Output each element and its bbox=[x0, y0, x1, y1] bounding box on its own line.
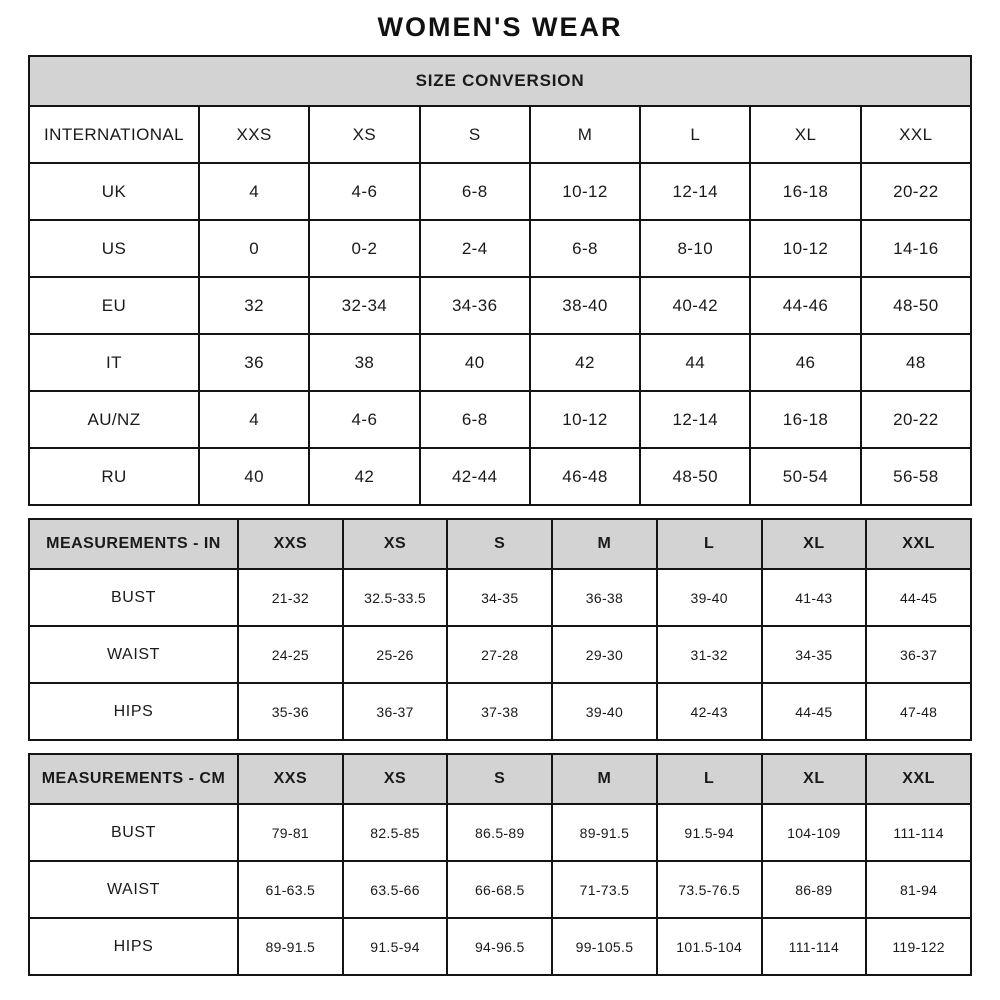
column-header-international: INTERNATIONAL bbox=[29, 106, 199, 163]
row-aunz bbox=[29, 391, 971, 448]
size-conversion-header-row bbox=[29, 106, 971, 163]
table-cell: 42 bbox=[309, 448, 419, 505]
row-label: BUST bbox=[29, 804, 238, 861]
table-cell: 21-32 bbox=[238, 569, 343, 626]
table-cell: 79-81 bbox=[238, 804, 343, 861]
table-cell: 25-26 bbox=[343, 626, 448, 683]
table-cell: 4-6 bbox=[309, 163, 419, 220]
row-label: WAIST bbox=[29, 626, 238, 683]
table-cell: 36-37 bbox=[866, 626, 971, 683]
column-header-xl: XL bbox=[762, 519, 867, 569]
table-cell: 42 bbox=[530, 334, 640, 391]
row-label: HIPS bbox=[29, 683, 238, 740]
size-conversion-title-row bbox=[29, 56, 971, 106]
table-cell: 73.5-76.5 bbox=[657, 861, 762, 918]
table-cell: 82.5-85 bbox=[343, 804, 448, 861]
row-waist-cm bbox=[29, 861, 971, 918]
table-cell: 111-114 bbox=[866, 804, 971, 861]
table-cell: 44-45 bbox=[866, 569, 971, 626]
table-cell: 36-37 bbox=[343, 683, 448, 740]
table-cell: 89-91.5 bbox=[238, 918, 343, 975]
column-header-xxl: XXL bbox=[861, 106, 971, 163]
table-cell: 46-48 bbox=[530, 448, 640, 505]
column-header-m: M bbox=[530, 106, 640, 163]
table-cell: 36-38 bbox=[552, 569, 657, 626]
measurements-in-table-title: MEASUREMENTS - IN bbox=[29, 519, 238, 569]
table-cell: 32.5-33.5 bbox=[343, 569, 448, 626]
table-cell: 10-12 bbox=[530, 163, 640, 220]
table-cell: 91.5-94 bbox=[343, 918, 448, 975]
table-cell: 94-96.5 bbox=[447, 918, 552, 975]
table-cell: 40 bbox=[420, 334, 530, 391]
table-cell: 89-91.5 bbox=[552, 804, 657, 861]
table-cell: 16-18 bbox=[750, 163, 860, 220]
measurements-cm-table-title: MEASUREMENTS - CM bbox=[29, 754, 238, 804]
row-label: UK bbox=[29, 163, 199, 220]
table-cell: 4 bbox=[199, 391, 309, 448]
column-header-xs: XS bbox=[343, 519, 448, 569]
size-conversion-table-title: SIZE CONVERSION bbox=[29, 56, 971, 106]
row-uk bbox=[29, 163, 971, 220]
table-cell: 42-43 bbox=[657, 683, 762, 740]
row-bust-in bbox=[29, 569, 971, 626]
table-cell: 6-8 bbox=[420, 163, 530, 220]
column-header-l: L bbox=[640, 106, 750, 163]
table-cell: 99-105.5 bbox=[552, 918, 657, 975]
table-cell: 6-8 bbox=[420, 391, 530, 448]
table-cell: 10-12 bbox=[750, 220, 860, 277]
table-cell: 35-36 bbox=[238, 683, 343, 740]
table-cell: 44-46 bbox=[750, 277, 860, 334]
column-header-l: L bbox=[657, 519, 762, 569]
table-cell: 41-43 bbox=[762, 569, 867, 626]
table-cell: 48-50 bbox=[861, 277, 971, 334]
table-cell: 50-54 bbox=[750, 448, 860, 505]
row-label: AU/NZ bbox=[29, 391, 199, 448]
table-cell: 37-38 bbox=[447, 683, 552, 740]
table-cell: 12-14 bbox=[640, 163, 750, 220]
column-header-xl: XL bbox=[750, 106, 860, 163]
table-cell: 4 bbox=[199, 163, 309, 220]
table-cell: 16-18 bbox=[750, 391, 860, 448]
table-cell: 44 bbox=[640, 334, 750, 391]
measurements-in-table bbox=[28, 518, 972, 741]
row-hips-cm bbox=[29, 918, 971, 975]
table-cell: 71-73.5 bbox=[552, 861, 657, 918]
row-label: HIPS bbox=[29, 918, 238, 975]
table-cell: 86-89 bbox=[762, 861, 867, 918]
column-header-xxl: XXL bbox=[866, 754, 971, 804]
table-cell: 61-63.5 bbox=[238, 861, 343, 918]
row-waist-in bbox=[29, 626, 971, 683]
row-hips-in bbox=[29, 683, 971, 740]
table-cell: 34-35 bbox=[762, 626, 867, 683]
row-label: IT bbox=[29, 334, 199, 391]
row-it bbox=[29, 334, 971, 391]
table-cell: 66-68.5 bbox=[447, 861, 552, 918]
measurements-cm-table bbox=[28, 753, 972, 976]
table-cell: 8-10 bbox=[640, 220, 750, 277]
table-cell: 20-22 bbox=[861, 391, 971, 448]
row-label: BUST bbox=[29, 569, 238, 626]
table-cell: 32-34 bbox=[309, 277, 419, 334]
table-cell: 2-4 bbox=[420, 220, 530, 277]
row-label: RU bbox=[29, 448, 199, 505]
table-cell: 34-36 bbox=[420, 277, 530, 334]
row-ru bbox=[29, 448, 971, 505]
measurements-cm-header-row bbox=[29, 754, 971, 804]
table-cell: 46 bbox=[750, 334, 860, 391]
column-header-xxs: XXS bbox=[199, 106, 309, 163]
table-cell: 10-12 bbox=[530, 391, 640, 448]
table-cell: 29-30 bbox=[552, 626, 657, 683]
page-title: WOMEN'S WEAR bbox=[377, 12, 623, 42]
table-cell: 27-28 bbox=[447, 626, 552, 683]
table-cell: 38 bbox=[309, 334, 419, 391]
table-cell: 47-48 bbox=[866, 683, 971, 740]
column-header-xs: XS bbox=[343, 754, 448, 804]
table-cell: 44-45 bbox=[762, 683, 867, 740]
table-cell: 91.5-94 bbox=[657, 804, 762, 861]
column-header-m: M bbox=[552, 754, 657, 804]
table-cell: 32 bbox=[199, 277, 309, 334]
table-cell: 56-58 bbox=[861, 448, 971, 505]
column-header-xxs: XXS bbox=[238, 519, 343, 569]
table-cell: 14-16 bbox=[861, 220, 971, 277]
row-label: WAIST bbox=[29, 861, 238, 918]
table-cell: 6-8 bbox=[530, 220, 640, 277]
table-cell: 119-122 bbox=[866, 918, 971, 975]
column-header-xxl: XXL bbox=[866, 519, 971, 569]
table-cell: 12-14 bbox=[640, 391, 750, 448]
table-cell: 40 bbox=[199, 448, 309, 505]
table-cell: 42-44 bbox=[420, 448, 530, 505]
table-cell: 86.5-89 bbox=[447, 804, 552, 861]
table-cell: 48-50 bbox=[640, 448, 750, 505]
row-eu bbox=[29, 277, 971, 334]
table-cell: 34-35 bbox=[447, 569, 552, 626]
row-us bbox=[29, 220, 971, 277]
table-cell: 0-2 bbox=[309, 220, 419, 277]
table-cell: 111-114 bbox=[762, 918, 867, 975]
column-header-l: L bbox=[657, 754, 762, 804]
table-cell: 63.5-66 bbox=[343, 861, 448, 918]
table-cell: 104-109 bbox=[762, 804, 867, 861]
row-label: US bbox=[29, 220, 199, 277]
size-conversion-table bbox=[28, 55, 972, 506]
table-cell: 0 bbox=[199, 220, 309, 277]
table-cell: 81-94 bbox=[866, 861, 971, 918]
column-header-xxs: XXS bbox=[238, 754, 343, 804]
column-header-xl: XL bbox=[762, 754, 867, 804]
table-cell: 39-40 bbox=[552, 683, 657, 740]
table-cell: 39-40 bbox=[657, 569, 762, 626]
table-cell: 101.5-104 bbox=[657, 918, 762, 975]
table-cell: 40-42 bbox=[640, 277, 750, 334]
table-cell: 36 bbox=[199, 334, 309, 391]
table-cell: 24-25 bbox=[238, 626, 343, 683]
row-label: EU bbox=[29, 277, 199, 334]
table-cell: 48 bbox=[861, 334, 971, 391]
column-header-m: M bbox=[552, 519, 657, 569]
table-cell: 31-32 bbox=[657, 626, 762, 683]
column-header-xs: XS bbox=[309, 106, 419, 163]
row-bust-cm bbox=[29, 804, 971, 861]
table-cell: 4-6 bbox=[309, 391, 419, 448]
table-cell: 20-22 bbox=[861, 163, 971, 220]
column-header-s: S bbox=[447, 519, 552, 569]
column-header-s: S bbox=[447, 754, 552, 804]
column-header-s: S bbox=[420, 106, 530, 163]
table-cell: 38-40 bbox=[530, 277, 640, 334]
measurements-in-header-row bbox=[29, 519, 971, 569]
